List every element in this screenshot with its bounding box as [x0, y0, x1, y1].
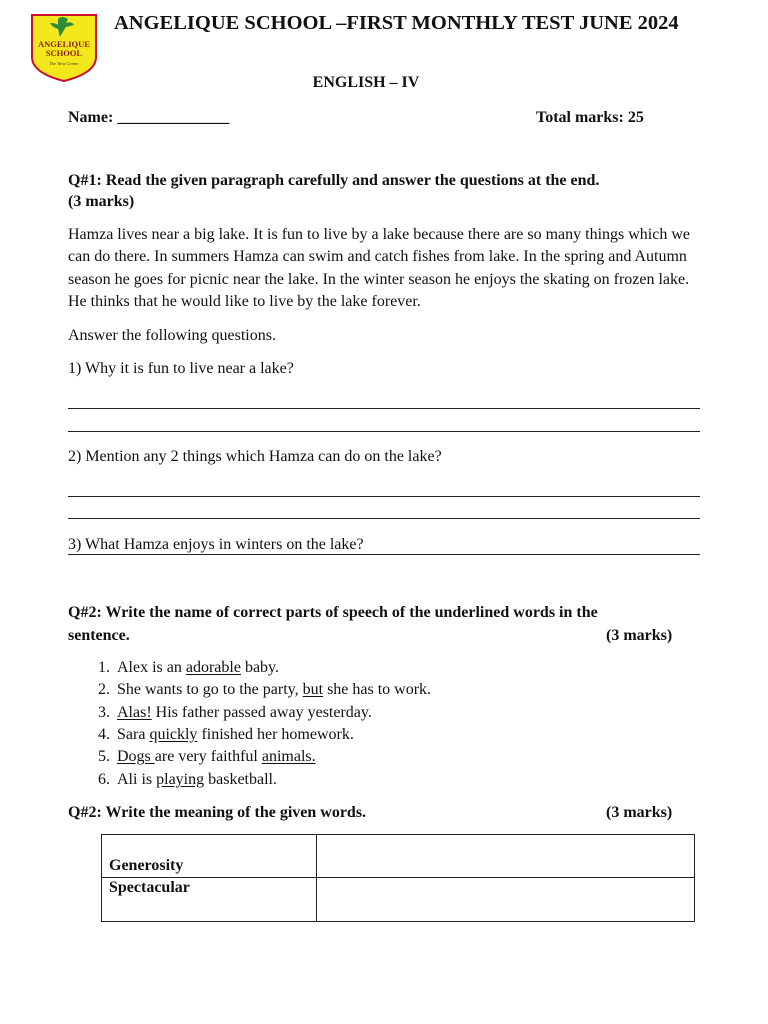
answer-line	[68, 431, 700, 432]
q1-question-2: 2) Mention any 2 things which Hamza can do on the lake?	[68, 448, 442, 465]
q2-heading: Q#2: Write the name of correct parts of speech of the underlined words in the	[68, 604, 598, 621]
sentence-text: finished her homework.	[197, 726, 354, 743]
logo-bottom-text: SCHOOL	[45, 48, 83, 58]
page-title: ANGELIQUE SCHOOL –FIRST MONTHLY TEST JUNE 2024	[114, 12, 679, 34]
logo-tagline: The New Centre	[49, 61, 79, 66]
sentence-text: Alex is an	[117, 659, 186, 676]
word-cell: Spectacular	[102, 878, 317, 922]
subject-heading: ENGLISH – IV	[312, 74, 420, 91]
sentence-text: Ali is	[117, 771, 157, 788]
sentence-text: Sara	[117, 726, 150, 743]
list-number: 6.	[98, 771, 110, 788]
word-meaning-table	[101, 834, 695, 922]
list-item	[88, 769, 277, 791]
list-item	[88, 679, 431, 701]
sentence-text: she has to work.	[323, 681, 432, 698]
answer-line	[68, 554, 700, 555]
underlined-word: playing	[156, 771, 205, 788]
list-number: 5.	[98, 748, 110, 765]
table-row	[102, 835, 695, 878]
q1-marks: (3 marks)	[68, 193, 135, 210]
list-item	[88, 724, 354, 746]
q1-instruction: Answer the following questions.	[68, 327, 276, 344]
table-row	[102, 878, 695, 922]
list-item	[88, 746, 316, 768]
sentence-text: baby.	[240, 659, 280, 676]
sentence-text: basketball.	[204, 771, 277, 788]
shield-crest-icon	[28, 11, 100, 83]
q2-marks: (3 marks)	[606, 627, 673, 644]
word-cell: Generosity	[102, 835, 317, 878]
sentence-text: She wants to go to the party,	[117, 681, 303, 698]
q1-heading: Q#1: Read the given paragraph carefully and answer the questions at the end.	[68, 172, 600, 189]
q1-question-3: 3) What Hamza enjoys in winters on the lake?	[68, 536, 364, 553]
underlined-word: but	[302, 681, 324, 698]
q3-heading: Q#2: Write the meaning of the given words.	[68, 804, 367, 821]
q1-question-1: 1) Why it is fun to live near a lake?	[68, 360, 294, 377]
sentence-text: His father passed away yesterday.	[151, 704, 372, 721]
list-number: 2.	[98, 681, 110, 698]
school-logo	[28, 11, 100, 83]
answer-line	[68, 496, 700, 497]
meaning-cell	[317, 835, 695, 878]
list-number: 1.	[98, 659, 110, 676]
underlined-word: quickly	[149, 726, 198, 743]
q2-heading-cont: sentence.	[68, 627, 130, 644]
total-marks: Total marks: 25	[536, 109, 644, 126]
list-number: 4.	[98, 726, 110, 743]
logo-top-text: ANGELIQUE	[38, 39, 90, 49]
sentence-text: are very faithful	[154, 748, 262, 765]
answer-line	[68, 408, 700, 409]
list-number: 3.	[98, 704, 110, 721]
underlined-word: Dogs	[117, 748, 155, 765]
underlined-word: Alas!	[117, 704, 152, 721]
list-item	[88, 657, 279, 679]
meaning-cell	[317, 878, 695, 922]
list-item	[88, 702, 372, 724]
underlined-word: animals.	[261, 748, 316, 765]
reading-paragraph: Hamza lives near a big lake. It is fun to live by a lake because there are so many things which we can do there. In summers Hamza can swim and catch fishes from lake. In the spring and Autumn season he goes for picnic near the lake. In the winter season he enjoys the skating on frozen lake. He thinks that he would like to live by the lake forever.	[68, 226, 690, 311]
name-field-label: Name: ______________	[68, 109, 230, 126]
q3-marks: (3 marks)	[606, 804, 673, 821]
answer-line	[68, 518, 700, 519]
underlined-word: adorable	[185, 659, 241, 676]
